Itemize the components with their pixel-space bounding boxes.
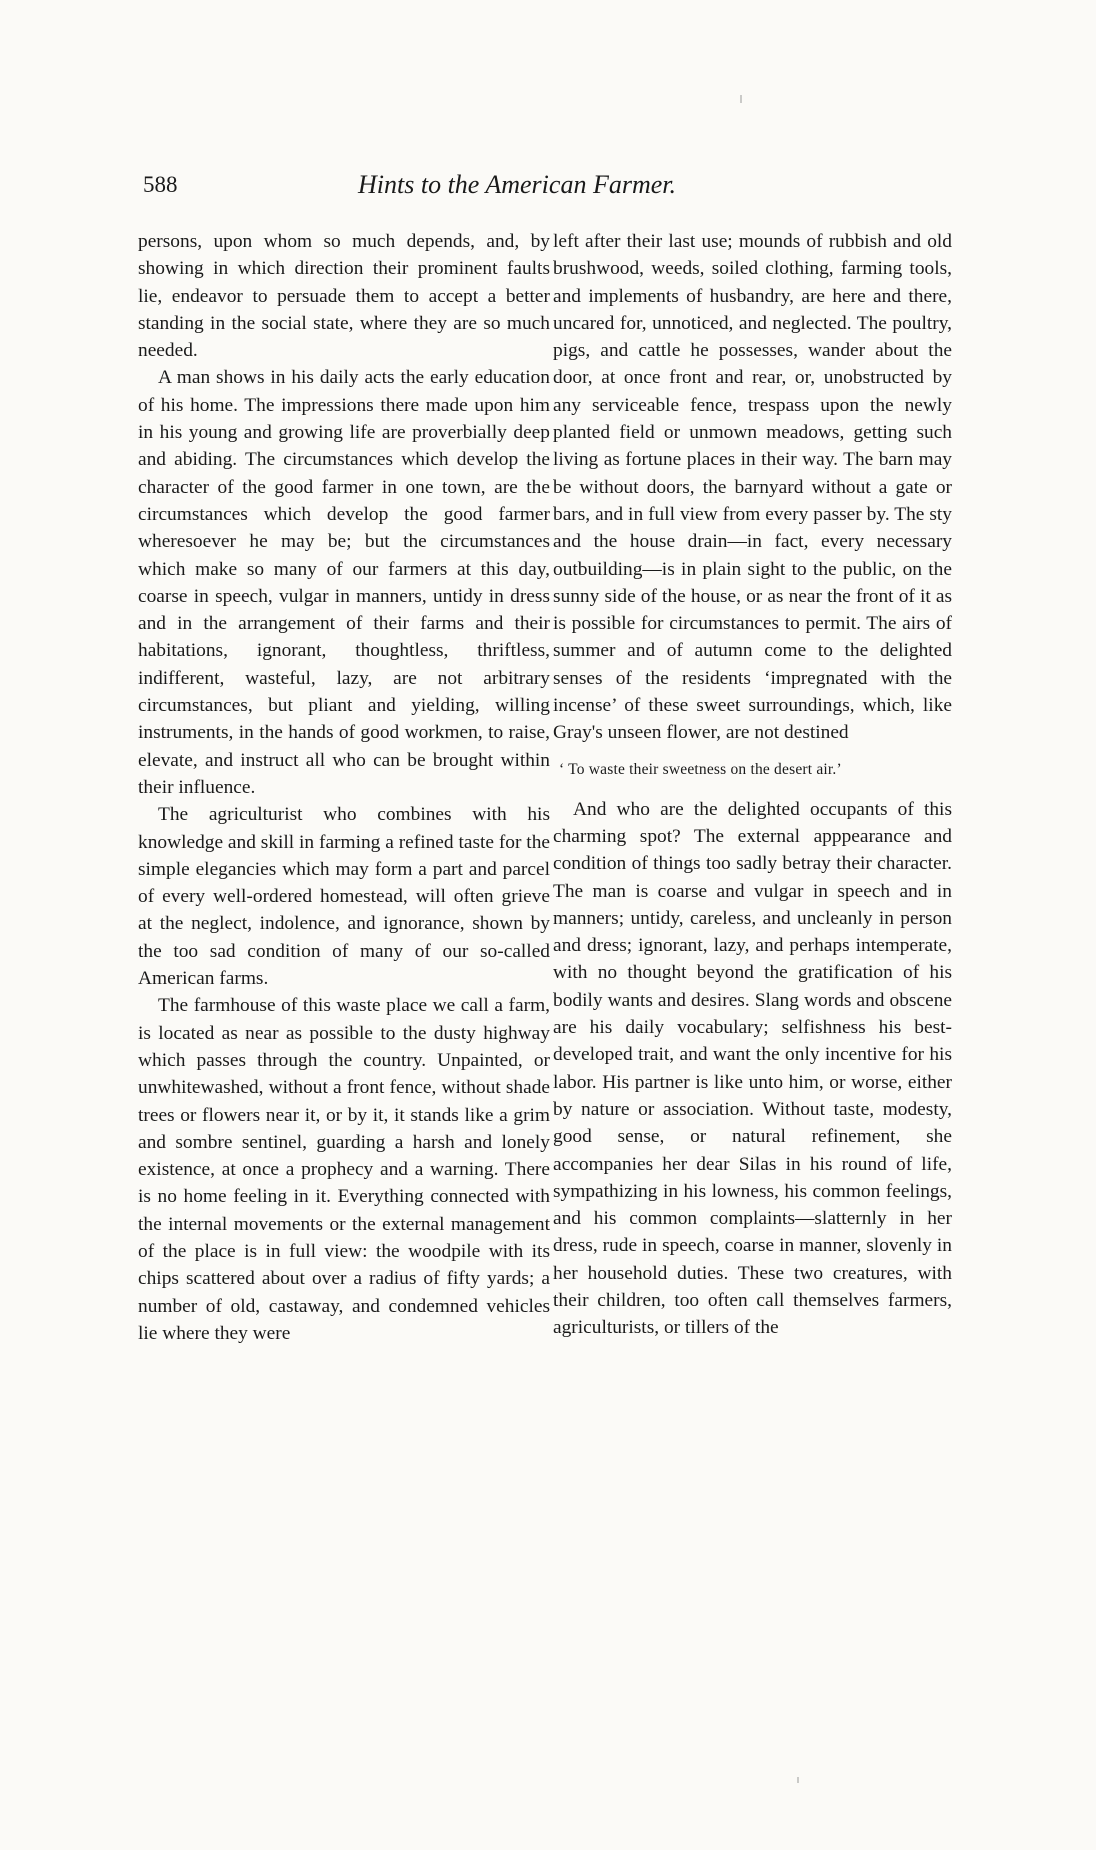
left-column xyxy=(138,228,550,1347)
paragraph: The farmhouse of this waste place we call a farm, is located as near as possible to the dusty highway which passes through the country. Unpainted, or unwhitewashed, without a front fence, without shade trees or flowers near it, or by it, it stands like a grim and sombre sentinel, guarding a harsh and lonely existence, at once a prophecy and a warning. There is no home feeling in it. Everything connected with the internal movements or the external management of the place is in full view: the woodpile with its chips scattered about over a radius of fifty yards; a number of old, castaway, and condemned vehicles lie where they were xyxy=(138,995,550,1344)
page-number: 588 xyxy=(143,172,178,197)
running-title: Hints to the American Farmer. xyxy=(358,170,676,199)
print-mark xyxy=(740,95,742,103)
paragraph: persons, upon whom so much depends, and, by showing in which direction their prominent faults lie, endeavor to persuade them to accept a better standing in the social state, where they are so much needed. xyxy=(138,231,550,362)
page-header xyxy=(143,172,743,208)
right-column xyxy=(553,228,952,1342)
paragraph: left after their last use; mounds of rubbish and old brushwood, weeds, soiled clothing, farming tools, and implements of husbandry, are here and there, uncared for, unnoticed, and neglected. The poultry, pigs, and cattle he possesses, wander about the door, at once front and rear, or, unobstructed by any serviceable fence, trespass upon the newly planted field or unmown meadows, getting such living as fortune places in their way. The barn may be without doors, the barnyard without a gate or bars, and in full view from every passer by. The sty and the house drain—in fact, every necessary outbuilding—is in plain sight to the public, on the sunny side of the house, or as near the front of it as is possible for circumstances to permit. The airs of summer and of autumn come to the delighted senses of the residents ‘impregnated with the incense’ of these sweet surroundings, which, like Gray's unseen flower, are not destined xyxy=(553,231,952,744)
paragraph: And who are the delighted occupants of this charming spot? The external apppearance and condition of things too sadly betray their character. The man is coarse and vulgar in speech and in manners; untidy, careless, and uncleanly in person and dress; ignorant, lazy, and perhaps intemperate, with no thought beyond the gratification of his bodily wants and desires. Slang words and obscene are his daily vocabulary; selfishness his best-developed trait, and want the only incentive for his labor. His partner is like unto him, or worse, either by nature or association. Without taste, modesty, good sense, or natural refinement, she accompanies her dear Silas in his round of life, sympathizing in his lowness, his common feelings, and his common complaints—slatternly in her dress, rude in speech, coarse in manner, slovenly in her household duties. These two creatures, with their children, too often call themselves farmers, agriculturists, or tillers of the xyxy=(553,798,952,1339)
paragraph: A man shows in his daily acts the early education of his home. The impressions there made upon him in his young and growing life are proverbially deep and abiding. The circumstances which develop the character of the good farmer in one town, are the circumstances which develop the good farmer wheresoever he may be; but the circumstances which make so many of our farmers at this day, coarse in speech, vulgar in manners, untidy in dress and in the arrangement of their farms and their habitations, ignorant, thoughtless, thriftless, indifferent, wasteful, lazy, are not arbitrary circumstances, but pliant and yielding, willing instruments, in the hands of good workmen, to raise, elevate, and instruct all who can be brought within their influence. xyxy=(138,367,550,798)
print-mark xyxy=(797,1777,799,1783)
block-quote: ‘ To waste their sweetness on the desert air.’ xyxy=(559,760,842,778)
paragraph: The agriculturist who combines with his knowledge and skill in farming a refined taste for the simple elegancies which may form a part and parcel of every well-ordered homestead, will often grieve at the neglect, indolence, and ignorance, shown by the too sad condition of many of our so-called American farms. xyxy=(138,804,550,990)
